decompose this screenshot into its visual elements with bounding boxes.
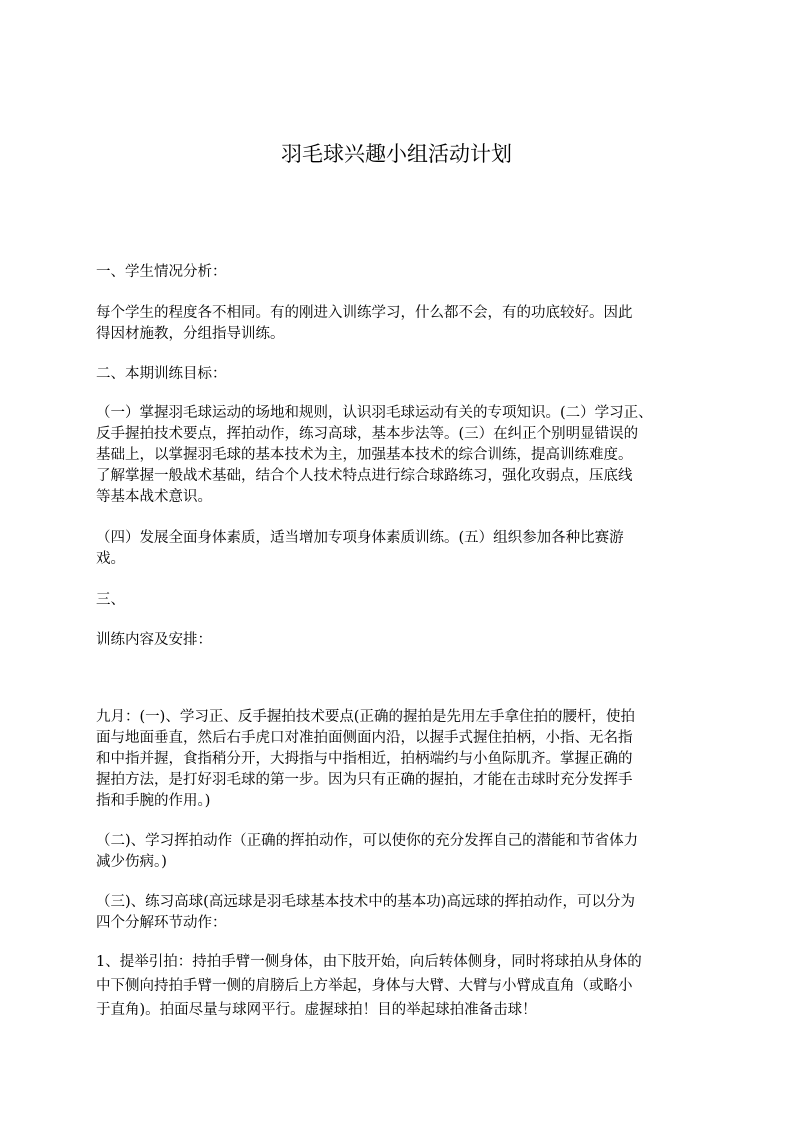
section2-heading: 二、本期训练目标： xyxy=(96,366,227,382)
september-line: 和中指并握，食指稍分开，大拇指与中指相近，拍柄端约与小鱼际肌齐。掌握正确的 xyxy=(96,751,633,767)
september-line: 指和手腕的作用。) xyxy=(96,793,211,809)
september-line: 面与地面垂直，然后右手虎口对准拍面侧面内沿，以握手式握住拍柄，小指、无名指 xyxy=(96,730,633,746)
section1-body-line: 得因材施教，分组指导训练。 xyxy=(96,326,285,342)
section2-goal-line: （一）掌握羽毛球运动的场地和规则，认识羽毛球运动有关的专项知识。(二）学习正、 xyxy=(96,405,653,421)
september-line: 九月：(一)、学习正、反手握拍技术要点(正确的握拍是先用左手拿住拍的腰杆，使拍 xyxy=(96,709,635,725)
swing-line: 减少伤病。) xyxy=(96,854,167,870)
step1-line: 于直角)。拍面尽量与球网平行。虚握球拍！目的举起球拍准备击球！ xyxy=(96,1002,537,1018)
document-title: 羽毛球兴趣小组活动计划 xyxy=(281,142,512,166)
section2-goal-line: 基础上，以掌握羽毛球的基本技术为主，加强基本技术的综合训练，提高训练难度。 xyxy=(96,447,633,463)
step1-line: 1、提举引拍：持拍手臂一侧身体，由下肢开始，向后转体侧身，同时将球拍从身体的 xyxy=(96,954,642,970)
section2-goal-more-line: 戏。 xyxy=(96,551,125,567)
section1-body-line: 每个学生的程度各不相同。有的刚进入训练学习，什么都不会，有的功底较好。因此 xyxy=(96,305,633,321)
section2-goal-line: 等基本战术意识。 xyxy=(96,489,212,505)
swing-line: （二)、学习挥拍动作（正确的挥拍动作，可以使你的充分发挥自己的潜能和节省体力 xyxy=(96,833,639,849)
section2-goal-line: 了解掌握一般战术基础，结合个人技术特点进行综合球路练习，强化攻弱点，压底线 xyxy=(96,468,633,484)
section3-heading: 三、 xyxy=(96,592,125,608)
september-line: 握拍方法，是打好羽毛球的第一步。因为只有正确的握拍，才能在击球时充分发挥手 xyxy=(96,772,633,788)
high-ball-line: （三)、练习高球(高远球是羽毛球基本技术中的基本功)高远球的挥拍动作，可以分为 xyxy=(96,894,635,910)
section2-goal-more-line: （四）发展全面身体素质，适当增加专项身体素质训练。(五）组织参加各种比赛游 xyxy=(96,530,624,546)
section3-subheading: 训练内容及安排： xyxy=(96,632,212,648)
section2-goal-line: 反手握拍技术要点，挥拍动作，练习高球，基本步法等。(三）在纠正个别明显错误的 xyxy=(96,426,639,442)
step1-line: 中下侧向持拍手臂一侧的肩膀后上方举起，身体与大臂、大臂与小臂成直角（或略小 xyxy=(96,978,633,994)
section1-heading: 一、学生情况分析： xyxy=(96,264,227,280)
high-ball-line: 四个分解环节动作： xyxy=(96,915,227,931)
